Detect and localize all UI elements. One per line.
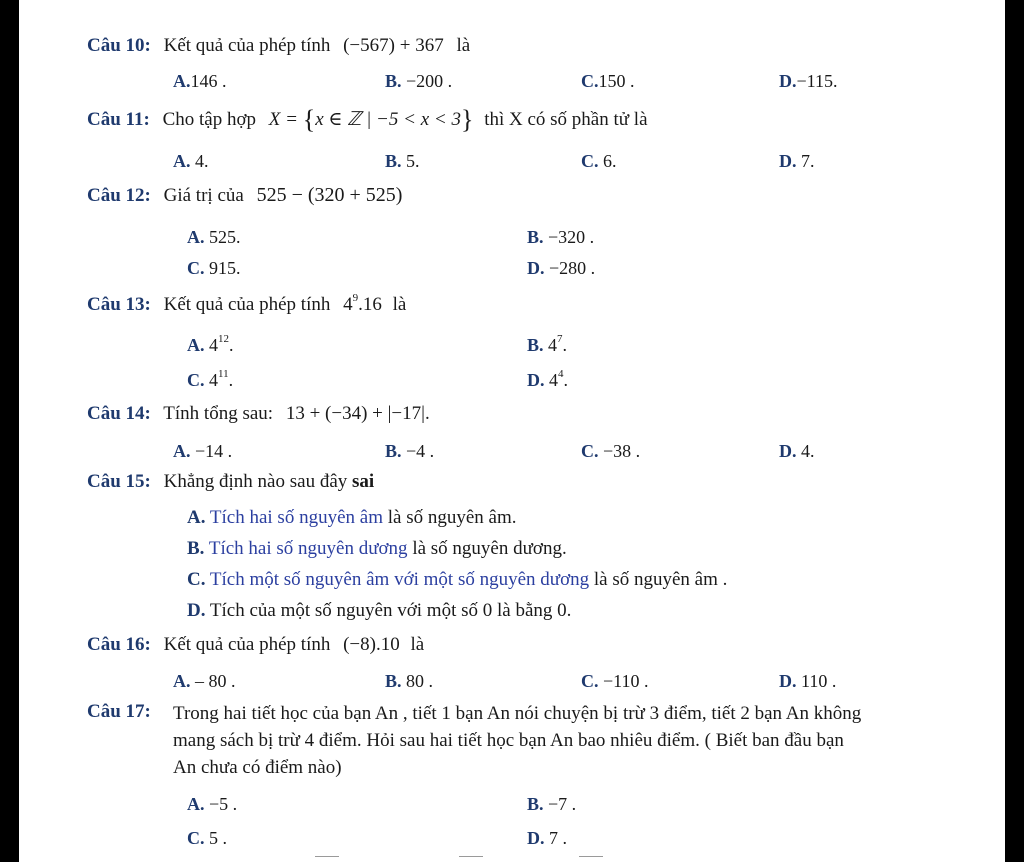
question-text: Giá trị của bbox=[163, 185, 244, 206]
question-11: Câu 11: Cho tập hợp X = {x ∈ ℤ | −5 < x < 3} thì X có số phần tử là bbox=[87, 105, 648, 134]
option-d: D. 7 . bbox=[527, 828, 567, 848]
question-label: Câu 14: bbox=[87, 403, 151, 424]
question-label: Câu 13: bbox=[87, 294, 151, 315]
option-b: B. −4 . bbox=[385, 441, 435, 461]
option-a: A. −14 . bbox=[173, 441, 233, 461]
option-d: D. 7. bbox=[779, 151, 815, 171]
question-12 bbox=[87, 183, 402, 208]
document-page bbox=[19, 0, 1005, 862]
option-a: A. 525. bbox=[187, 227, 241, 247]
question-tail: là bbox=[410, 634, 425, 655]
question-15 bbox=[87, 470, 374, 494]
question-label: Câu 15: bbox=[87, 471, 151, 492]
set-lhs: X = bbox=[268, 109, 298, 130]
question-label: Câu 10: bbox=[87, 35, 151, 56]
option-b: B. 5. bbox=[385, 151, 420, 171]
power-base: 4 bbox=[343, 294, 353, 315]
option-a: A. −5 . bbox=[187, 794, 238, 814]
question-17 bbox=[87, 700, 159, 724]
option-b: B. 80 . bbox=[385, 671, 434, 691]
math-expression: (−567) + 367 bbox=[343, 35, 444, 56]
option-c: C. $4^{11}$. bbox=[187, 368, 234, 390]
option-d: D. Tích của một số nguyên với một số 0 là bằng 0. bbox=[187, 600, 572, 621]
option-a: A. $4^{12}$. bbox=[187, 333, 234, 355]
option-c: C. Tích một số nguyên âm với một số nguyên dương là số nguyên âm . bbox=[187, 569, 728, 590]
power-exponent: 9 bbox=[352, 292, 359, 304]
question-14 bbox=[87, 402, 430, 426]
math-expression: 525 − (320 + 525) bbox=[256, 184, 403, 206]
question-text: Kết quả của phép tính bbox=[163, 35, 331, 56]
question-label: Câu 16: bbox=[87, 634, 151, 655]
option-b: B. −7 . bbox=[527, 794, 577, 814]
question-text: Kết quả của phép tính bbox=[163, 634, 331, 655]
question-tail: thì X có số phần tử là bbox=[484, 109, 648, 130]
option-b: B. −200 . bbox=[385, 71, 453, 91]
emphasis-word: sai bbox=[352, 471, 375, 492]
cutoff-mark bbox=[459, 856, 483, 857]
option-c: C. 6. bbox=[581, 151, 617, 171]
question-text: Cho tập hợp bbox=[162, 109, 257, 130]
question-tail: là bbox=[392, 294, 407, 315]
option-c: C. −38 . bbox=[581, 441, 641, 461]
math-expression: 13 + (−34) + |−17|. bbox=[285, 403, 430, 424]
option-c: C. 915. bbox=[187, 258, 241, 278]
question-label: Câu 12: bbox=[87, 185, 151, 206]
option-c: C.150 . bbox=[581, 71, 635, 91]
option-d: D. $4^4$. bbox=[527, 368, 568, 390]
option-a: A.146 . bbox=[173, 71, 227, 91]
math-expression: (−8).10 bbox=[343, 634, 400, 655]
question-text: Tính tổng sau: bbox=[163, 403, 274, 424]
question-17-line-2: mang sách bị trừ 4 điểm. Hỏi sau hai tiết học bạn An bao nhiêu điểm. ( Biết ban đầu bạn bbox=[173, 730, 844, 751]
option-b: B. −320 . bbox=[527, 227, 595, 247]
question-17-line-3: An chưa có điểm nào) bbox=[173, 757, 342, 778]
question-17-line-1: Trong hai tiết học của bạn An , tiết 1 bạn An nói chuyện bị trừ 3 điểm, tiết 2 bạn An không bbox=[173, 703, 862, 724]
option-b: B. Tích hai số nguyên dương là số nguyên dương. bbox=[187, 538, 567, 559]
option-d: D.−115. bbox=[779, 71, 838, 91]
option-d: D. 110 . bbox=[779, 671, 837, 691]
question-label: Câu 11: bbox=[87, 109, 150, 130]
question-label: Câu 17: bbox=[87, 701, 151, 722]
option-a: A. Tích hai số nguyên âm là số nguyên âm. bbox=[187, 507, 517, 528]
option-d: D. 4. bbox=[779, 441, 815, 461]
question-text: Kết quả của phép tính bbox=[163, 294, 331, 315]
option-a: A. 4. bbox=[173, 151, 209, 171]
question-tail: là bbox=[456, 35, 471, 56]
cutoff-mark bbox=[315, 856, 339, 857]
question-text: Khẳng định nào sau đây bbox=[163, 471, 348, 492]
option-b: B. $4^7$. bbox=[527, 333, 568, 355]
question-13: Câu 13: Kết quả của phép tính $4^9.16$ là bbox=[87, 292, 407, 315]
cutoff-mark bbox=[579, 856, 603, 857]
question-10 bbox=[87, 34, 470, 58]
option-c: C. −110 . bbox=[581, 671, 649, 691]
set-body: x ∈ ℤ | −5 < x < 3 bbox=[315, 109, 461, 130]
question-16 bbox=[87, 633, 424, 657]
option-d: D. −280 . bbox=[527, 258, 596, 278]
option-a: A. – 80 . bbox=[173, 671, 236, 691]
option-c: C. 5 . bbox=[187, 828, 227, 848]
